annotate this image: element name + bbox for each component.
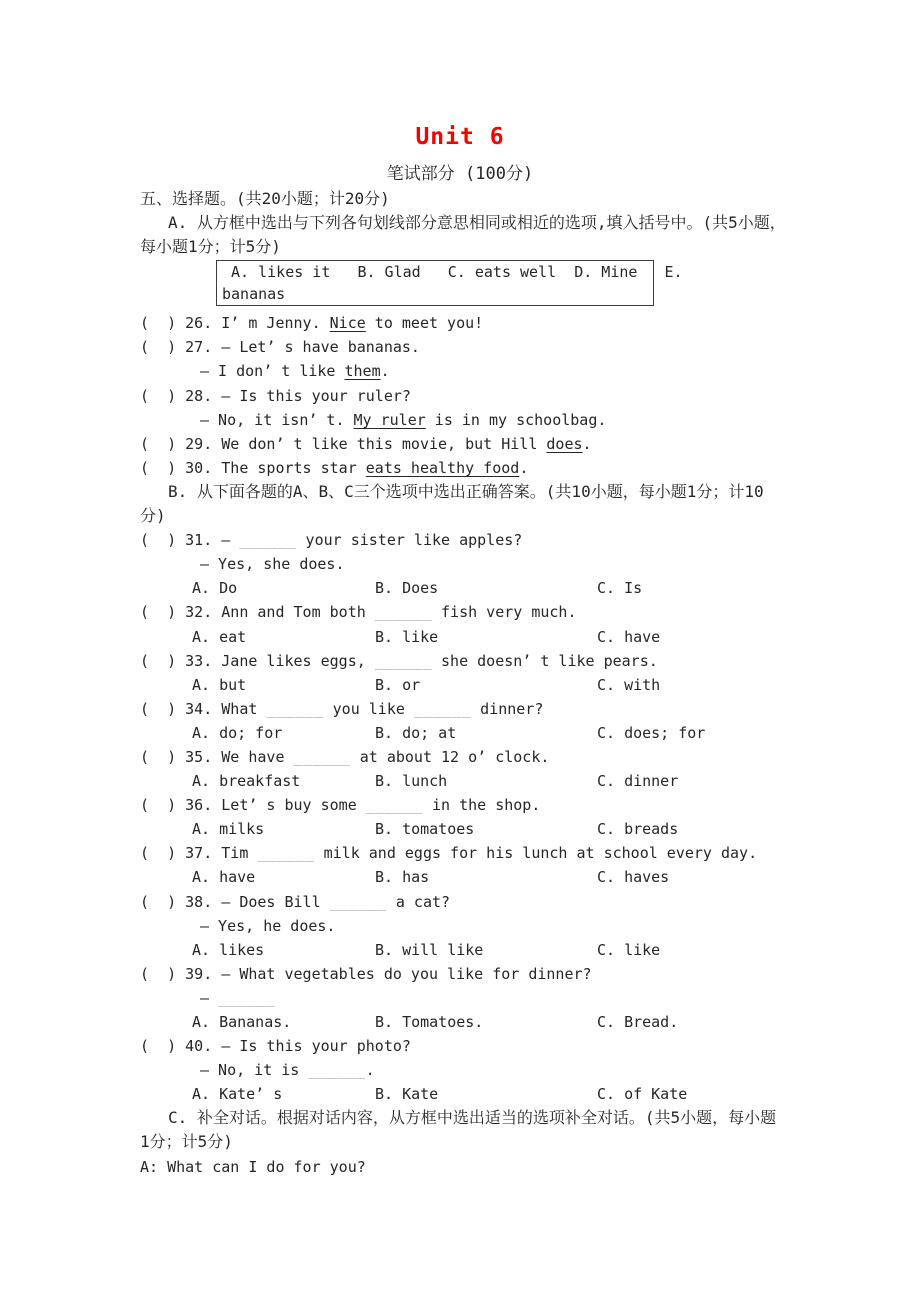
text-run: — <box>200 988 219 1007</box>
q36 <box>0 793 920 817</box>
option-label: C. <box>597 868 616 887</box>
underlined-phrase: them <box>344 362 381 381</box>
text-run: . <box>519 458 529 477</box>
option-label: B. <box>375 940 394 959</box>
q35-options <box>0 769 920 793</box>
option-a <box>192 576 237 600</box>
answer-blank: ______ <box>365 796 423 815</box>
option-text: Bread. <box>624 1013 679 1031</box>
page-title: Unit 6 <box>415 124 505 150</box>
option-text: Tomatoes. <box>402 1013 484 1031</box>
option-label: B. <box>375 772 394 791</box>
option-label: B. <box>375 820 394 839</box>
option-label: C. <box>597 820 616 839</box>
text-run: is in my schoolbag. <box>425 410 607 429</box>
option-b <box>375 721 456 745</box>
option-a <box>192 673 246 697</box>
option-text: or <box>402 675 421 694</box>
text-run: ( ) 40. — Is this your photo? <box>140 1037 411 1056</box>
q34-options <box>0 721 920 745</box>
text-run: ( ) 33. Jane likes eggs, <box>140 651 375 670</box>
q38-options <box>0 938 920 962</box>
answer-blank: ______ <box>218 988 276 1007</box>
choices-box-line: A. likes it B. Glad C. eats well D. Mine E. <box>222 263 683 282</box>
option-text: likes <box>219 940 265 959</box>
answer-blank: ______ <box>413 699 472 718</box>
text-run: milk and eggs for his lunch at school every day. <box>314 844 758 863</box>
option-label: C. <box>597 772 616 791</box>
option-label: C. <box>597 627 616 646</box>
option-text: like <box>624 940 661 959</box>
q29 <box>0 432 920 456</box>
q28-reply <box>0 408 920 432</box>
text-run: A: What can I do for you? <box>140 1157 366 1176</box>
option-text: Do <box>219 579 238 598</box>
option-text: will like <box>402 940 484 959</box>
option-b <box>375 865 429 889</box>
part-b-instruction-1 <box>0 480 920 504</box>
q36-options <box>0 817 920 841</box>
choices-box <box>216 260 683 306</box>
option-b <box>375 769 447 793</box>
option-label: C. <box>597 1013 616 1031</box>
text-run: . <box>365 1061 375 1080</box>
q28 <box>0 384 920 408</box>
answer-blank: ______ <box>329 892 387 911</box>
q39-options <box>0 1010 920 1034</box>
option-label: A. <box>192 1085 211 1104</box>
option-b <box>375 673 420 697</box>
part-a-instruction-2 <box>0 235 920 259</box>
option-b <box>375 1010 483 1034</box>
option-label: B. <box>375 675 394 694</box>
q40-options <box>0 1082 920 1106</box>
underlined-phrase: Nice <box>329 314 366 333</box>
option-text: tomatoes <box>402 820 475 839</box>
answer-blank: ______ <box>374 651 432 670</box>
option-a <box>192 1010 291 1034</box>
text-run: dinner? <box>471 699 544 718</box>
option-c <box>597 817 678 841</box>
text-run: 每小题1分；计5分) <box>140 237 281 257</box>
q32-options <box>0 625 920 649</box>
answer-blank: ______ <box>308 1061 366 1080</box>
option-c <box>597 625 660 649</box>
text-run: — No, it is <box>200 1061 309 1080</box>
option-c <box>597 673 660 697</box>
text-run: ( ) 34. What <box>140 699 267 718</box>
option-text: of Kate <box>624 1085 688 1104</box>
answer-blank: ______ <box>293 747 351 766</box>
text-run: at about 12 o’ clock. <box>350 747 550 766</box>
underlined-phrase: My ruler <box>353 410 426 429</box>
part-a-instruction-1 <box>0 211 920 235</box>
option-c <box>597 576 642 600</box>
text-run: ( ) 28. — Is this your ruler? <box>140 386 411 405</box>
q39-reply <box>0 986 920 1010</box>
option-a <box>192 769 300 793</box>
option-label: B. <box>375 1085 394 1104</box>
text-run: a cat? <box>386 892 451 911</box>
part-c-instruction-1 <box>0 1106 920 1130</box>
option-a <box>192 865 255 889</box>
dialogue-a-line <box>0 1155 920 1179</box>
q39 <box>0 962 920 986</box>
option-label: A. <box>192 627 211 646</box>
text-run: ( ) 38. — Does Bill <box>140 892 330 911</box>
page-subtitle: 笔试部分 (100分) <box>386 164 534 184</box>
text-run: B. 从下面各题的A、B、C三个选项中选出正确答案。(共10小题，每小题1分；计10 <box>168 481 764 501</box>
option-text: do; at <box>402 723 457 742</box>
answer-blank: ______ <box>257 844 315 863</box>
q26 <box>0 311 920 335</box>
q32 <box>0 600 920 624</box>
option-text: has <box>402 868 430 887</box>
q37-options <box>0 865 920 889</box>
text-run: . <box>380 362 390 381</box>
option-label: C. <box>597 940 616 959</box>
option-label: A. <box>192 579 211 598</box>
option-label: B. <box>375 579 394 598</box>
text-run: 1分；计5分) <box>140 1132 233 1152</box>
option-text: Is <box>624 579 643 598</box>
option-text: breads <box>624 820 679 839</box>
option-text: Kate <box>402 1085 439 1104</box>
q38 <box>0 890 920 914</box>
option-c <box>597 721 705 745</box>
option-label: A. <box>192 772 211 791</box>
option-text: Does <box>402 579 439 598</box>
section-5-heading <box>0 187 920 211</box>
option-text: milks <box>219 820 265 839</box>
option-text: breakfast <box>219 772 301 791</box>
answer-blank: ______ <box>266 699 324 718</box>
q27-reply <box>0 359 920 383</box>
option-label: B. <box>375 627 394 646</box>
text-run: ( ) 27. — Let’ s have bananas. <box>140 338 420 357</box>
choices-box-line: bananas <box>222 284 286 303</box>
text-run: — Yes, he does. <box>200 916 336 935</box>
text-run: 分) <box>140 506 166 526</box>
answer-blank: ______ <box>239 531 297 550</box>
text-run: — I don’ t like <box>200 362 345 381</box>
option-c <box>597 769 678 793</box>
text-run: ( ) 39. — What vegetables do you like for dinner? <box>140 964 592 983</box>
option-c <box>597 865 669 889</box>
underlined-phrase: eats healthy food <box>365 458 520 477</box>
document-body <box>0 187 920 1179</box>
option-text: eat <box>219 627 247 646</box>
q40-reply <box>0 1058 920 1082</box>
part-c-instruction-2 <box>0 1130 920 1154</box>
text-run: you like <box>323 699 414 718</box>
option-label: A. <box>192 1013 211 1031</box>
option-label: B. <box>375 868 394 887</box>
text-run: — Yes, she does. <box>200 555 345 574</box>
text-run: to meet you! <box>365 314 484 333</box>
text-run: ( ) 31. — <box>140 531 240 550</box>
option-label: C. <box>597 675 616 694</box>
q33-options <box>0 673 920 697</box>
option-label: A. <box>192 675 211 694</box>
text-run: . <box>582 434 592 453</box>
text-run: A. 从方框中选出与下列各句划线部分意思相同或相近的选项,填入括号中。(共5小题， <box>168 213 786 233</box>
option-text: do; for <box>219 723 283 742</box>
text-run: — No, it isn’ t. <box>200 410 354 429</box>
option-label: C. <box>597 723 616 742</box>
option-c <box>597 938 660 962</box>
text-run: in the shop. <box>422 796 541 815</box>
q34 <box>0 697 920 721</box>
q35 <box>0 745 920 769</box>
option-text: does; for <box>624 723 706 742</box>
option-text: Kate’ s <box>219 1085 283 1104</box>
q31-reply <box>0 552 920 576</box>
option-label: A. <box>192 940 211 959</box>
option-a <box>192 938 264 962</box>
text-run: C. 补全对话。根据对话内容，从方框中选出适当的选项补全对话。(共5小题，每小题 <box>168 1108 777 1128</box>
text-run: ( ) 26. I’ m Jenny. <box>140 314 330 333</box>
option-text: like <box>402 627 439 646</box>
text-run: 五、选择题。(共20小题；计20分) <box>140 189 390 208</box>
q40 <box>0 1034 920 1058</box>
option-label: C. <box>597 579 616 598</box>
option-a <box>192 625 246 649</box>
option-label: A. <box>192 820 211 839</box>
option-b <box>375 1082 438 1106</box>
option-b <box>375 576 438 600</box>
underlined-phrase: does <box>546 434 583 453</box>
option-b <box>375 625 438 649</box>
q30 <box>0 456 920 480</box>
option-text: with <box>624 675 661 694</box>
option-label: A. <box>192 723 211 742</box>
text-run: ( ) 29. We don’ t like this movie, but Hill <box>140 434 547 453</box>
option-a <box>192 1082 282 1106</box>
answer-blank: ______ <box>374 603 432 622</box>
option-label: C. <box>597 1085 616 1104</box>
option-a <box>192 721 282 745</box>
text-run: ( ) 35. We have <box>140 747 294 766</box>
text-run: ( ) 32. Ann and Tom both <box>140 603 375 622</box>
option-text: dinner <box>624 772 679 791</box>
text-run: ( ) 36. Let’ s buy some <box>140 796 366 815</box>
text-run: ( ) 30. The sports star <box>140 458 366 477</box>
option-label: A. <box>192 868 211 887</box>
option-a <box>192 817 264 841</box>
option-label: B. <box>375 723 394 742</box>
q31-options <box>0 576 920 600</box>
q37 <box>0 841 920 865</box>
option-text: haves <box>624 868 670 887</box>
option-c <box>597 1082 687 1106</box>
q38-reply <box>0 914 920 938</box>
text-run: she doesn’ t like pears. <box>432 651 658 670</box>
option-text: but <box>219 675 247 694</box>
option-text: have <box>219 868 256 887</box>
q33 <box>0 649 920 673</box>
option-b <box>375 938 483 962</box>
option-text: lunch <box>402 772 448 791</box>
q31 <box>0 528 920 552</box>
part-b-instruction-2 <box>0 504 920 528</box>
text-run: your sister like apples? <box>296 531 523 550</box>
text-run: ( ) 37. Tim <box>140 844 258 863</box>
option-text: have <box>624 627 661 646</box>
text-run: fish very much. <box>432 603 577 622</box>
option-label: B. <box>375 1013 394 1031</box>
option-text: Bananas. <box>219 1013 292 1031</box>
option-b <box>375 817 474 841</box>
q27 <box>0 335 920 359</box>
option-c <box>597 1010 678 1034</box>
